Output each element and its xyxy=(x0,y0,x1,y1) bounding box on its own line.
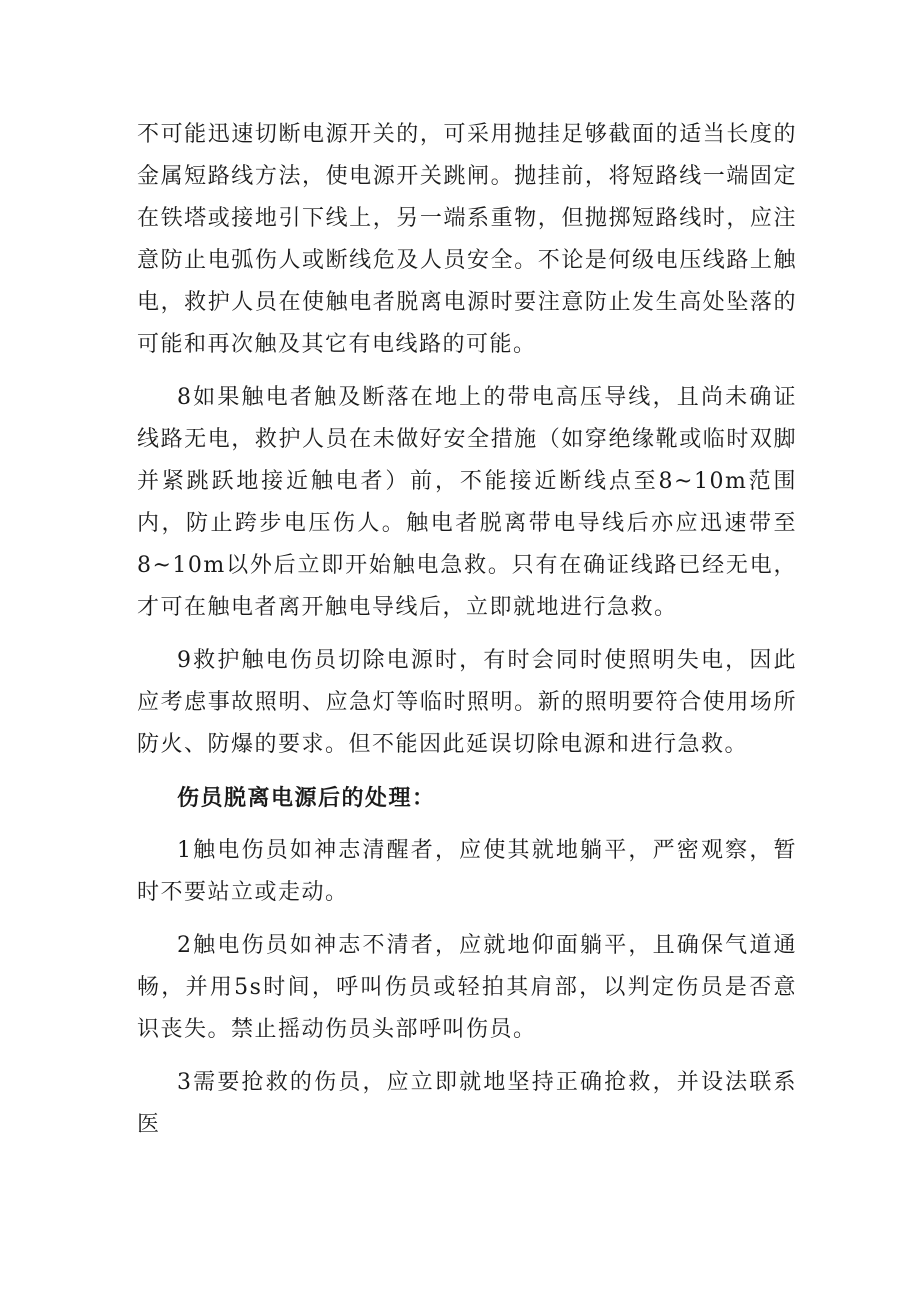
paragraph-item-8-fallen-wire: 8如果触电者触及断落在地上的带电高压导线，且尚未确证线路无电，救护人员在未做好安全措施（如穿绝缘靴或临时双脚并紧跳跃地接近触电者）前，不能接近断线点至8~10m范围内，防止跨步电压伤人。触电者脱离带电导线后亦应迅速带至8~10m以外后立即开始触电急救。只有在确证线路已经无电，才可在触电者离开触电导线后，立即就地进行急救。 xyxy=(137,385,797,620)
paragraph-item-9-lighting: 9救护触电伤员切除电源时，有时会同时使照明失电，因此应考虑事故照明、应急灯等临时照明。新的照明要符合使用场所防火、防爆的要求。但不能因此延误切除电源和进行急救。 xyxy=(137,648,797,757)
paragraph-short-circuit-method: 不可能迅速切断电源开关的，可采用抛挂足够截面的适当长度的金属短路线方法，使电源开关跳闸。抛挂前，将短路线一端固定在铁塔或接地引下线上，另一端系重物，但抛掷短路线时，应注意防止电弧伤人或断线危及人员安全。不论是何级电压线路上触电，救护人员在使触电者脱离电源时要注意防止发生高处坠落的可能和再次触及其它有电线路的可能。 xyxy=(137,122,797,357)
paragraph-item-3-rescue: 3需要抢救的伤员，应立即就地坚持正确抢救，并设法联系医 xyxy=(137,1070,797,1137)
section-heading-after-separation: 伤员脱离电源后的处理： xyxy=(177,785,436,811)
document-body xyxy=(137,114,797,1157)
paragraph-item-1-conscious: 1触电伤员如神志清醒者，应使其就地躺平，严密观察，暂时不要站立或走动。 xyxy=(137,838,797,905)
paragraph-item-2-unconscious: 2触电伤员如神志不清者，应就地仰面躺平，且确保气道通畅，并用5s时间，呼叫伤员或轻拍其肩部，以判定伤员是否意识丧失。禁止摇动伤员头部呼叫伤员。 xyxy=(137,933,797,1042)
